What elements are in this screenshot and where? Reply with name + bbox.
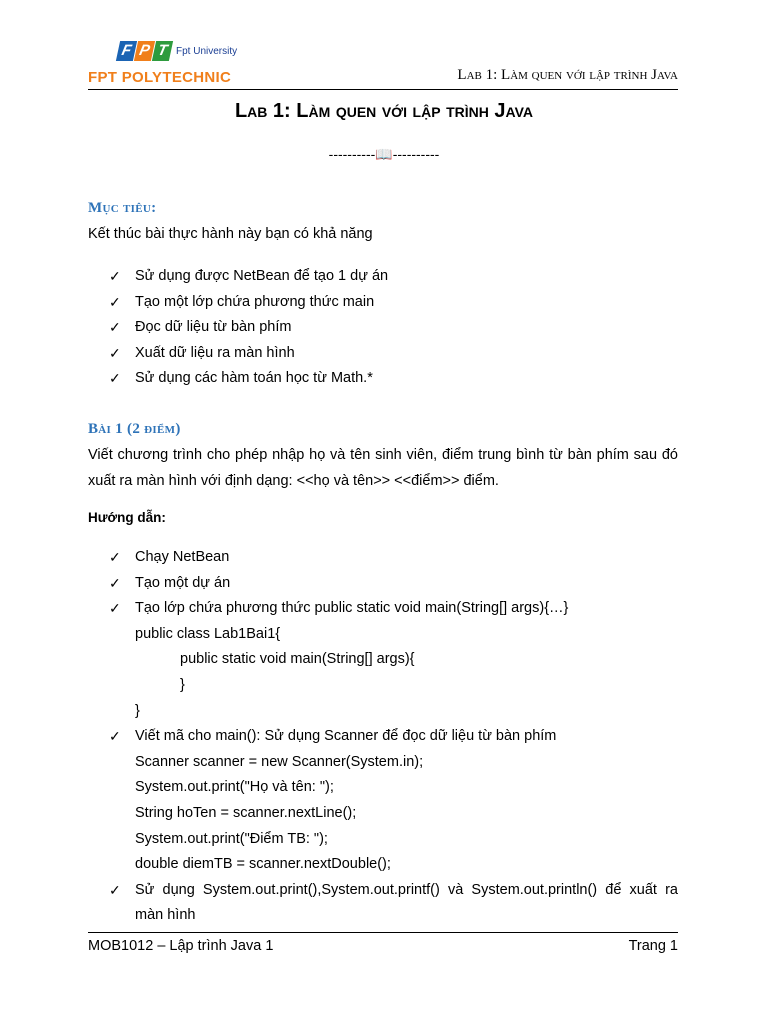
list-item: ✓ Sử dụng System.out.print(),System.out.printf() và System.out.println() để xuất ra màn hình [135,878,678,929]
list-item: ✓ Tạo một lớp chứa phương thức main [135,290,388,316]
check-icon: ✓ [109,549,121,565]
logo-letter-f: F [116,41,137,61]
fpt-logo [118,38,237,64]
code-line: public static void main(String[] args){ [180,651,415,668]
header-lab-title: Lab 1: Làm quen với lập trình Java [457,67,678,83]
logo-letter-t: T [152,41,173,61]
check-icon: ✓ [109,728,121,745]
header-divider [88,89,678,90]
logo-letter-p: P [134,41,155,61]
list-item: ✓ Tạo một dự án [135,571,678,597]
list-item: ✓ Xuất dữ liệu ra màn hình [135,341,388,367]
check-icon: ✓ [109,319,121,335]
code-line: double diemTB = scanner.nextDouble(); [135,856,391,873]
list-item: ✓ Sử dụng các hàm toán học từ Math.* [135,366,388,392]
list-item: ✓ Sử dụng được NetBean để tạo 1 dự án [135,264,388,290]
page-title: Lab 1: Làm quen với lập trình Java [234,100,534,122]
code-line: Scanner scanner = new Scanner(System.in); [135,753,424,770]
check-icon: ✓ [109,268,121,284]
list-item: ✓ Đọc dữ liệu từ bàn phím [135,315,388,341]
book-divider: ----------📖---------- [328,146,440,162]
check-icon: ✓ [109,344,121,361]
footer-divider [88,932,678,933]
footer-page-number: Trang 1 [628,938,678,954]
list-item: ✓ Viết mã cho main(): Sử dụng Scanner để đọc dữ liệu từ bàn phím [135,724,678,750]
objectives-heading: Mục tiêu: [88,200,157,216]
brand-name: FPT POLYTECHNIC [88,69,232,86]
exercise-heading: Bài 1 (2 điểm) [88,421,181,437]
check-icon: ✓ [109,574,121,591]
guide-heading: Hướng dẫn: [88,510,166,525]
code-line: System.out.print("Điểm TB: "); [135,830,328,847]
guide-steps [109,545,678,929]
check-icon: ✓ [109,881,121,898]
code-line: } [180,676,185,693]
check-icon: ✓ [109,293,121,310]
code-line: public class Lab1Bai1{ [135,625,281,642]
check-icon: ✓ [109,600,121,617]
exercise-description: Viết chương trình cho phép nhập họ và tên sinh viên, điểm trung bình từ bàn phím sau đó xuất ra màn hình với định dạng: <<họ và tên>> <<điểm>> điểm. [88,447,678,489]
fpt-logo-tiles [118,41,172,61]
code-line: } [135,702,140,719]
logo-subtitle: Fpt University [176,45,238,57]
check-icon: ✓ [109,370,121,386]
footer-course: MOB1012 – Lập trình Java 1 [88,938,274,954]
list-item: ✓ Chạy NetBean [135,545,678,571]
objectives-intro: Kết thúc bài thực hành này bạn có khả năng [88,226,373,242]
code-line: String hoTen = scanner.nextLine(); [135,804,357,821]
code-line: System.out.print("Họ và tên: "); [135,779,334,796]
list-item: ✓ Tạo lớp chứa phương thức public static void main(String[] args){…} [135,596,678,622]
objectives-list [109,264,389,392]
